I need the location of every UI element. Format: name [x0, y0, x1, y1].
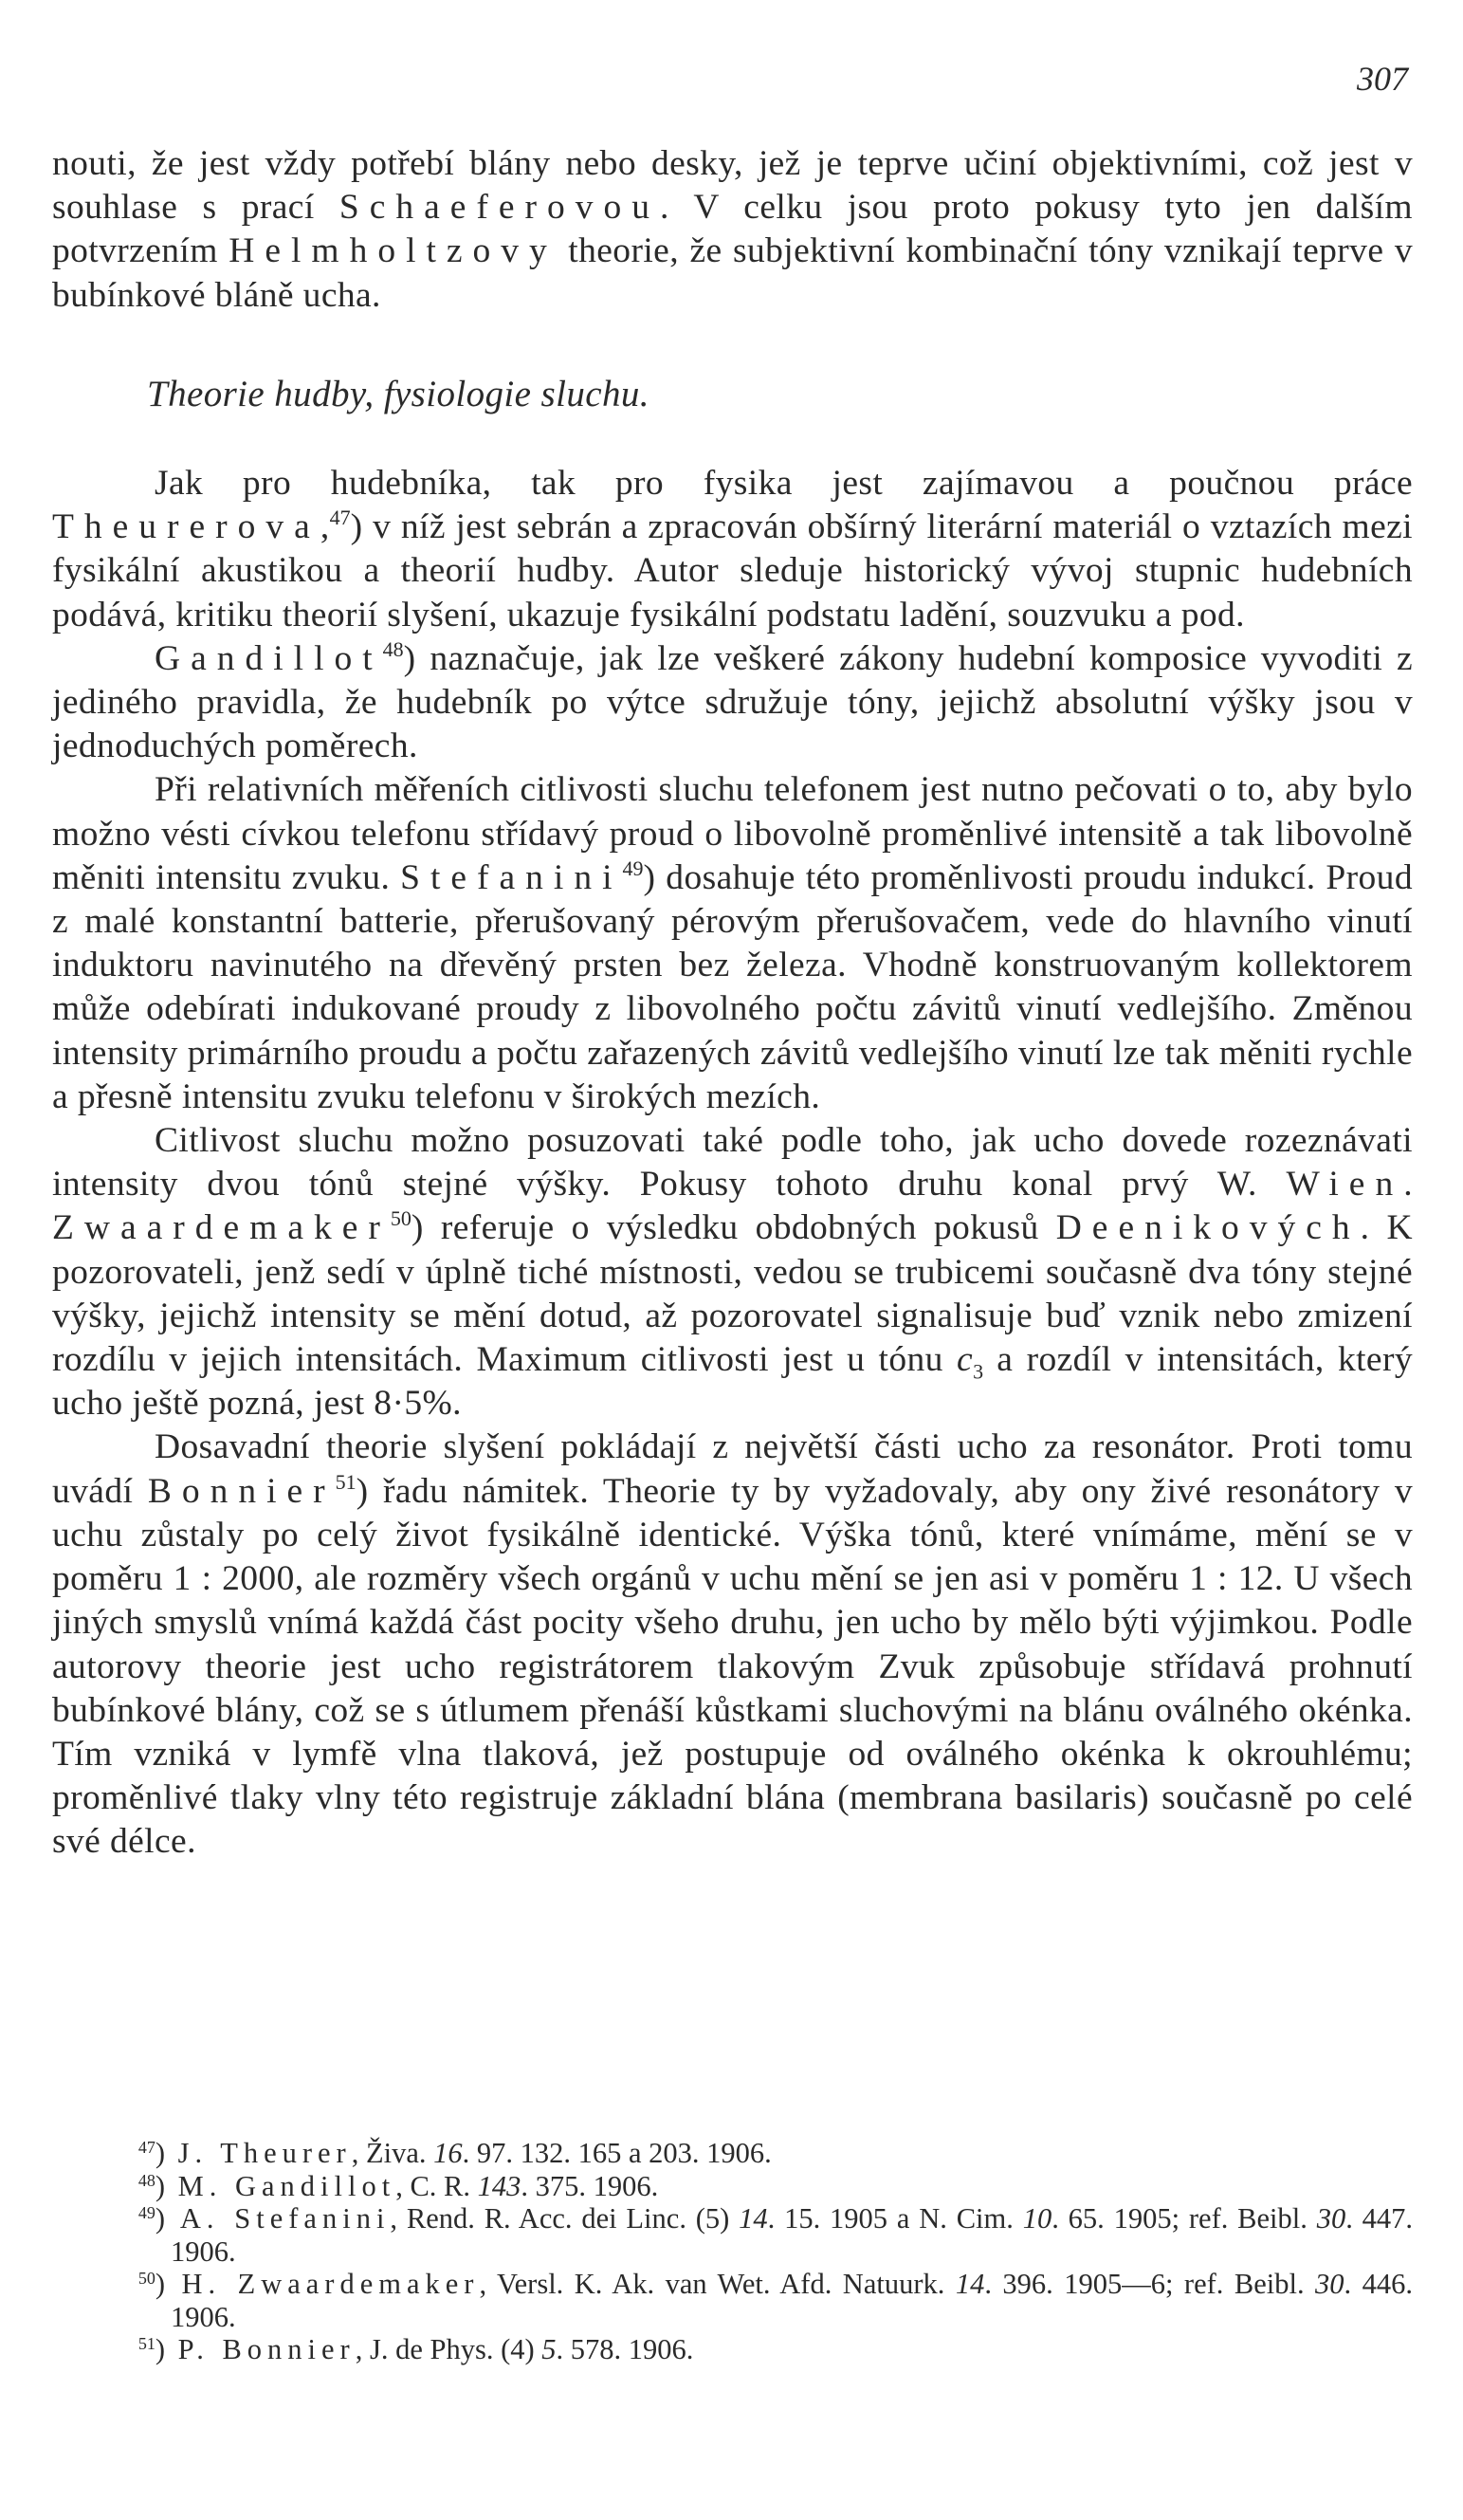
text-segment: Citlivost sluchu možno posuzovati také podle toho, jak ucho dovede rozeznávati intensity dvou tónů stejné výšky. Pokusy tohoto druhu konal prvý W.: [52, 1121, 1413, 1205]
volume: 14: [739, 2202, 768, 2235]
text-segment: . 375. 1906.: [521, 2169, 659, 2202]
footnote-ref: 47: [329, 506, 351, 530]
paragraph-3: [52, 637, 1413, 769]
footnote-ref: 51: [335, 1469, 357, 1494]
author-name-deenik: Deenikových: [1055, 1208, 1361, 1248]
tone-subscript: 3: [973, 1359, 984, 1384]
main-text: [52, 142, 1413, 1865]
footnote-47: [52, 2137, 1413, 2170]
footnote-marker: 47: [137, 2138, 155, 2157]
footnote-number: $^{51}$): [137, 2333, 165, 2365]
page-number: 307: [1357, 60, 1408, 98]
text-segment: , Versl. K. Ak. van Wet. Afd. Natuurk.: [479, 2268, 956, 2300]
volume: 16: [433, 2137, 463, 2169]
text-segment: . 447. 1906.: [171, 2202, 1414, 2268]
author-name-zwaardemaker: Zwaardemaker: [52, 1208, 391, 1248]
footnote-author: A. Stefanini: [179, 2202, 391, 2235]
text-segment: . V celku jsou proto pokusy tyto jen dalším potvrzením: [52, 188, 1414, 271]
footnote-ref: 50: [390, 1206, 411, 1231]
text-segment: ) dosahuje této proměnlivosti proudu indukcí. Proud z malé konstantní batterie, přerušovaný pérovým přerušovačem, vede do hlavního vinutí induktoru navinutého na dřevěný prsten bez železa. Vhodně konstruovaným kollektorem může odebírati indukované proudy z libovolného počtu závitů vinutí vedlejšího. Změnou intensity primárního proudu a počtu zařazených závitů vedlejšího vinutí lze tak měniti rychle a přesně intensitu zvuku telefonu v širokých mezích.: [52, 857, 1413, 1116]
volume: 143: [477, 2169, 521, 2202]
text-segment: . 97. 132. 165 a 203. 1906.: [462, 2137, 772, 2169]
footnote-number: $^{50}$): [137, 2268, 165, 2300]
paragraph-4: [52, 768, 1413, 1119]
volume: 30: [1315, 2268, 1344, 2300]
text-segment: ) referuje o výsledku obdobných pokusů: [411, 1208, 1056, 1248]
text-segment: . K pozorovateli, jenž sedí v úplně tiché místnosti, vedou se trubicemi současně dva tóny stejné výšky, jejichž intensity se mění dotud, až pozorovatel signalisuje buď vznik nebo zmizení rozdílu v jejich intensitách. Maximum citlivosti jest u tónu: [52, 1208, 1413, 1380]
footnote-marker: 49: [137, 2203, 155, 2222]
author-name-wien: Wien: [1286, 1165, 1404, 1205]
author-name-helmholtz: Helmholtzovy: [229, 231, 558, 271]
author-name-bonnier: Bonnier: [147, 1471, 336, 1511]
text-segment: . 396. 1905—6; ref. Beibl.: [984, 2268, 1316, 2300]
text-segment: Při relativních měřeních citlivosti sluchu telefonem jest nutno pečovati o to, aby bylo možno vésti cívkou telefonu střídavý proud o libovolně proměnlivé intensitě a tak libovolně měniti intensitu zvuku.: [52, 770, 1413, 897]
tone-symbol: c: [957, 1340, 974, 1380]
footnote-ref: 48: [382, 636, 404, 661]
text-segment: , C. R.: [395, 2169, 478, 2202]
section-heading: Theorie hudby, fysiologie sluchu.: [147, 373, 649, 414]
text-segment: , Rend. R. Acc. dei Linc. (5): [390, 2202, 740, 2235]
footnote-author: H. Zwaardemaker: [181, 2268, 480, 2300]
footnote-marker: 48: [137, 2170, 155, 2190]
comma: ,: [320, 507, 330, 547]
text-segment: . 578. 1906.: [556, 2333, 694, 2365]
footnote-51: [52, 2333, 1413, 2366]
text-segment: a rozdíl v intensitách, který ucho ještě pozná, jest 8·5%.: [52, 1340, 1413, 1424]
text-segment: . 446. 1906.: [171, 2268, 1414, 2333]
text-segment: ) naznačuje, jak lze veškeré zákony hudební komposice vyvoditi z jediného pravidla, že hudebník po výtce sdružuje tóny, jejichž absolutní výšky jsou v jednoduchých poměrech.: [52, 638, 1413, 766]
text-segment: nouti, že jest vždy potřebí blány nebo desky, jež je teprve učiní objektivními, což jest v souhlase s prací: [52, 144, 1413, 228]
text-segment: . 15. 1905 a N. Cim.: [767, 2202, 1023, 2235]
paragraph-5: [52, 1119, 1413, 1426]
text-segment: .: [1403, 1165, 1413, 1205]
paragraph-6: [52, 1426, 1413, 1864]
paragraph-2: [52, 462, 1413, 637]
author-name-stefanini: Stefanini: [400, 857, 623, 897]
footnote-number: $^{49}$): [137, 2202, 165, 2235]
footnote-ref: 49: [622, 855, 644, 880]
volume: 30: [1316, 2202, 1346, 2235]
footnote-50: [52, 2268, 1413, 2333]
volume: 14: [955, 2268, 985, 2300]
text-segment: theorie, že subjektivní kombinační tóny vznikají teprve v bubínkové bláně ucha.: [52, 231, 1414, 315]
footnote-marker: 50: [137, 2269, 155, 2288]
text-segment: , Živa.: [351, 2137, 434, 2169]
footnote-number: $^{47}$): [137, 2137, 165, 2169]
footnote-48: [52, 2170, 1413, 2203]
footnote-49: [52, 2202, 1413, 2268]
text-segment: , J. de Phys. (4): [355, 2333, 542, 2365]
footnote-number: $^{48}$): [137, 2169, 165, 2202]
author-name-schaefer: Schaeferovou: [338, 188, 661, 228]
author-name-gandillot: Gandillot: [155, 638, 383, 678]
footnote-marker: 51: [137, 2334, 155, 2353]
text-segment: ) řadu námitek. Theorie ty by vyžadovaly, aby ony živé resonátory v uchu zůstaly po celý život fysikálně identické. Výška tónů, které vnímáme, mění se v poměru 1 : 2000, ale rozměry všech orgánů v uchu mění se jen asi v poměru 1 : 12. U všech jiných smyslů vnímá každá část pocity všeho druhu, jen ucho by mělo býti výjimkou. Podle autorovy theorie jest ucho registrátorem tlakovým Zvuk způsobuje střídavá prohnutí bubínkové blány, což se s útlumem přenáší kůstkami sluchovými na blánu oválného okénka. Tím vzniká v lymfě vlna tlaková, jež postupuje od oválného okénka k okrouhlému; proměnlivé tlaky vlny této registruje základní blána (membrana basilaris) současně po celé své délce.: [52, 1471, 1413, 1862]
volume: 5: [541, 2333, 557, 2365]
author-name-theurer: Theurerova: [52, 507, 320, 547]
text-segment: Jak pro hudebníka, tak pro fysika jest zajímavou a poučnou práce: [155, 464, 1413, 504]
footnote-author: M. Gandillot: [177, 2169, 396, 2202]
paragraph-1: [52, 142, 1413, 318]
text-segment: Dosavadní theorie slyšení pokládají z největší části ucho za resonátor. Proti tomu uvádí: [52, 1427, 1413, 1511]
volume: 10: [1022, 2202, 1052, 2235]
text-segment: ) v níž jest sebrán a zpracován obšírný literární materiál o vztazích mezi fysikální akustikou a theorií hudby. Autor sleduje historický vývoj stupnic hudebních podává, kritiku theorií slyšení, ukazuje fysikální podstatu ladění, souzvuku a pod.: [52, 507, 1413, 635]
text-segment: . 65. 1905; ref. Beibl.: [1052, 2202, 1317, 2235]
footnote-author: J. Theurer: [177, 2137, 352, 2169]
footnote-author: P. Bonnier: [177, 2333, 356, 2365]
footnotes: [52, 2137, 1413, 2366]
